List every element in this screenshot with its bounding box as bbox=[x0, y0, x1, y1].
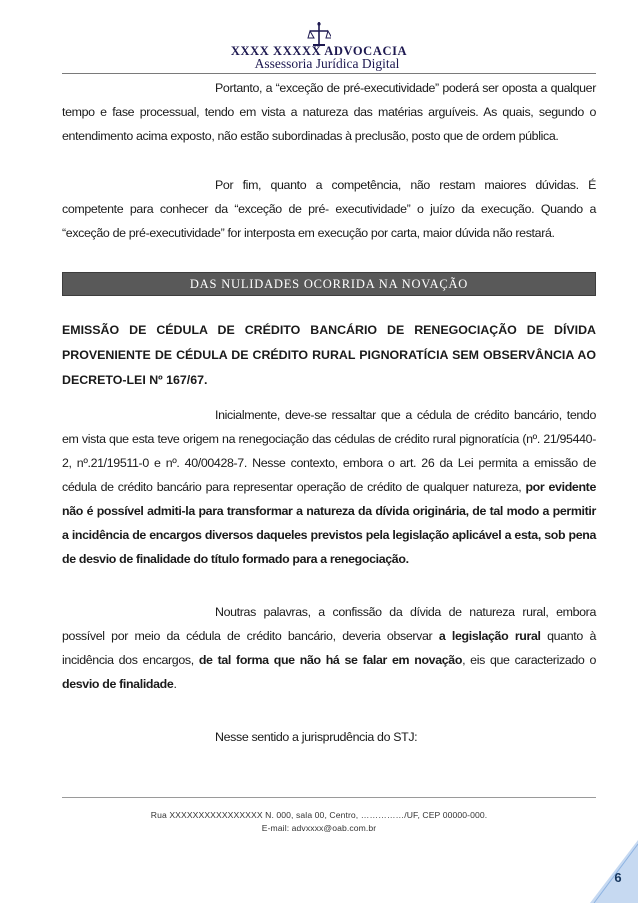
p4-text-c: quanto à incidência dos encargos, bbox=[62, 629, 596, 667]
section-subheading: EMISSÃO DE CÉDULA DE CRÉDITO BANCÁRIO DE RENEGOCIAÇÃO DE DÍVIDA PROVENIENTE DE CÉDULA DE CRÉDITO RURAL PIGNORATÍCIA SEM OBSERVÂNCIA AO DECRETO-LEI Nº 167/67. bbox=[62, 323, 596, 387]
p3-emphasis: por evidente não é possível admiti-la para transformar a natureza da dívida originária, de tal modo a permitir a incidência de encargos diversos daqueles previstos pela legislação aplicável a esta, sob pena de desvio de finalidade do título formado para a renegociação. bbox=[62, 480, 596, 566]
p4-text-e: , eis que caracterizado o bbox=[462, 653, 596, 667]
p4-text-g: . bbox=[173, 677, 177, 691]
paragraph-initially bbox=[62, 403, 596, 571]
p4-text-a: Noutras palavras, a confissão da dívida de natureza rural, embora possível por meio da cédula de crédito bancário, deveria observar bbox=[62, 605, 596, 643]
section-banner: DAS NULIDADES OCORRIDA NA NOVAÇÃO bbox=[62, 272, 596, 296]
p4-emphasis-b: a legislação rural bbox=[438, 629, 541, 643]
p3-text: Inicialmente, deve-se ressaltar que a cédula de crédito bancário, tendo em vista que esta teve origem na renegociação das cédulas de crédito rural pignoratícia (nº. 21/95440-2, nº.21/19511-0 e nº. 40/00428-7. Nesse contexto, embora o art. 26 da Lei permita a emissão de cédula de crédito bancário para representar operação de crédito de qualquer natureza, bbox=[62, 408, 596, 494]
p4-emphasis-f: desvio de finalidade bbox=[62, 677, 174, 691]
footer-divider bbox=[62, 797, 596, 798]
page-number: 6 bbox=[614, 870, 622, 885]
firm-subtitle: Assessoria Jurídica Digital bbox=[254, 56, 400, 71]
paragraph-competence: Por fim, quanto a competência, não restam maiores dúvidas. É competente para conhecer da “exceção de pré- executividade” o juízo da execução. Quando a “exceção de pré-executividade” for interposta em execução por carta, maior dúvida não restará. bbox=[62, 178, 596, 240]
header-divider bbox=[62, 73, 596, 74]
paragraph-jurisprudence: Nesse sentido a jurisprudência do STJ: bbox=[215, 730, 418, 744]
footer-address: Rua XXXXXXXXXXXXXXXX N. 000, sala 00, Centro, ……………/UF, CEP 00000-000. bbox=[150, 810, 488, 820]
p4-emphasis-d: de tal forma que não há se falar em novação bbox=[198, 653, 463, 667]
footer-email: E-mail: advxxxx@oab.com.br bbox=[261, 823, 377, 833]
paragraph-in-other-words bbox=[62, 600, 596, 696]
page-header bbox=[0, 0, 638, 80]
firm-name: XXXX XXXXX ADVOCACIA bbox=[230, 44, 408, 58]
paragraph-preclusion: Portanto, a “exceção de pré-executividade” poderá ser oposta a qualquer tempo e fase processual, tendo em vista a natureza das matérias arguíveis. As quais, segundo o entendimento acima exposto, não estão subordinadas à preclusão, posto que de ordem pública. bbox=[62, 81, 596, 143]
